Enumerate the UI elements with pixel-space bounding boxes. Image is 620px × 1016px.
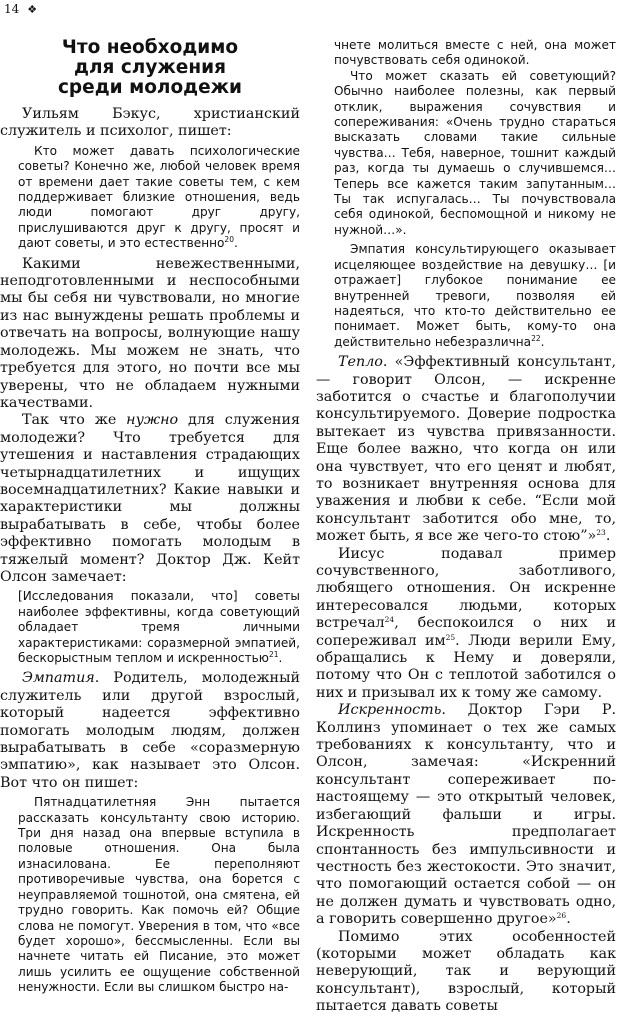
quote-ann-story: [18, 795, 300, 995]
quote-text: Эмпатия консультирующего оказывает исцеляющее воздействие на девушку… [и отражает] глубокое понимание ее внутренней тревоги, позволяя ей надеяться, что кто-то действительно ее понимает. Может быть, кому-то она действительно небезразлична: [334, 242, 616, 349]
paragraph-unprepared: Какими невежественными, неподготовленными и неспособными мы бы себя ни чувствовали, но многие из нас вынуждены решать проблемы и отвечать на вопросы, волнующие нашу молодежь. Мы можем не знать, что требуется для этого, но почти все мы уверены, что не обладаем нужными качествами.: [0, 255, 300, 411]
quote-text: Кто может давать психологические советы? Конечно же, любой человек время от времени дает такие советы тем, с кем поддерживает близкие отношения, ведь люди помогают друг другу, прислушиваются друг к другу, просят и дают советы, и это естественно: [18, 143, 300, 251]
footnote-ref: 26: [556, 911, 567, 921]
title-line: для служения: [74, 57, 226, 78]
quote-backus: Кто может давать психологические советы? Конечно же, любой человек время от времени дает такие советы тем, с кем поддерживает близкие отношения, ведь люди помогают друг другу, прислушиваются друг к другу, просят и дают советы, и это естественно$^{20}$.: [18, 143, 300, 251]
quote-text: Пятнадцатилетняя Энн пытается рассказать консультанту свою историю. Три дня назад она впервые вступила в половые отношения. Она была изнасилована. Ее переполняют противоречивые чувства, она борется с неуправляемой тошнотой, она смятена, ей трудно говорить. Как помочь ей? Общие слова не помогут. Уверения в том, что «все будет хорошо», бессмысленны. Если вы начнете читать ей Писание, это может лишь усилить ее ощущение собственной ненужности. Если вы слишком быстро на-: [18, 795, 300, 995]
footnote-ref: 24: [384, 615, 395, 625]
paragraph-besides: Помимо этих особенностей (которыми может обладать как неверующий, так и верующий консультант), взрослый, который пытается давать советы: [316, 928, 616, 1015]
quote-text: Что может сказать ей советующий? Обычно наиболее полезны, как первый отклик, выражения сочувствия и сопереживания: «Очень трудно стараться высказать словами такие сильные чувства… Тебя, наверное, тошнит каждый раз, когда ты думаешь о случившемся… Теперь все кажется таким запутанным… Ты так испугалась… Ты почувствовала себя одинокой, беспомощной и никому не нужной…».: [334, 68, 616, 237]
quote-olson-research: [Исследования показали, что] советы наиболее эффективны, когда советующий обладает тремя личными характеристиками: соразмерной эмпатией, бескорыстным теплом и искренностью$^{21}$.: [18, 589, 300, 665]
footnote-ref: 25: [445, 632, 456, 642]
section-title: [0, 38, 300, 98]
footnote-ref: 22: [531, 333, 541, 343]
quote-ann-continued: [334, 38, 616, 238]
term-sincerity: Искренность: [338, 702, 442, 719]
title-line: Что необходимо: [61, 37, 239, 58]
footnote-ref: 20: [224, 235, 234, 245]
paragraph-empathy: Эмпатия. Родитель, молодежный служитель или другой взрослый, который надеется эффективно помогать молодым людям, должен вырабатывать в себе «соразмерную эмпатию», как называет это Олсон. Вот что он пишет:: [0, 670, 300, 791]
paragraph-warmth: Тепло. «Эффективный консультант, — говорит Олсон, — искренне заботится о счастье и благополучии консультируемого. Доверие подростка вытекает из чувства привязанности. Еще более важно, что когда он или она чувствует, что его ценят и любят, то возникает внутренняя основа для уважения и любви к себе. “Если мой консультант заботится обо мне, то, может быть, я все же чего-то стою”»$^{23}$.: [316, 354, 616, 545]
page-number: 14: [4, 2, 20, 16]
title-line: среди молодежи: [57, 77, 243, 98]
paragraph-sincerity: Искренность. Доктор Гэри Р. Коллинз упоминает о тех же самых требованиях к консультанту, что и Олсон, замечая: «Искренний консультант сопереживает по-настоящему — это открытый человек, избегающий фальши и игры. Искренность предполагает спонтанность без импульсивности и честность без жестокости. Это значит, что помогающий остается собой — он не должен думать и чувствовать одно, а говорить совершенно другое»$^{26}$.: [316, 702, 616, 928]
paragraph-jesus-example: Иисус подавал пример сочувственного, заботливого, любящего отношения. Он искренне интересовался людьми, которых встречал$^{24}$, беспокоился о них и сопереживал $им^{25}$. Люди верили Ему, обращались к Нему и доверяли, потому что Он с теплотой заботился о них и призывал их к тому же самому.: [316, 545, 616, 701]
ornament-icon: ❖: [27, 3, 38, 16]
paragraph-intro: Уильям Бэкус, христианский служитель и психолог, пишет:: [0, 106, 300, 140]
footnote-ref: 21: [268, 650, 279, 659]
footnote-ref: 23: [596, 528, 606, 538]
right-column: [316, 0, 616, 1016]
left-column: [0, 0, 300, 1000]
quote-empathy-effect: Эмпатия консультирующего оказывает исцеляющее воздействие на девушку… [и отражает] глубокое понимание ее внутренней тревоги, позволяя ей надеяться, что кто-то действительно ее понимает. Может быть, кому-то она действительно небезразлична$^{22}$.: [334, 242, 616, 349]
quote-text: [Исследования показали, что] советы наиболее эффективны, когда советующий обладает тремя личными характеристиками: соразмерной эмпатией, бескорыстным теплом и искренностью: [18, 589, 300, 665]
term-empathy: Эмпатия: [22, 670, 95, 687]
paragraph-what-needed: Так что же нужно для служения молодежи? Что требуется для утешения и наставления страдающих четырнадцатилетних и ищущих восемнадцатилетних? Какие навыки и характеристики мы должны вырабатывать в себе, чтобы более эффективно помогать молодым в тяжелый момент? Доктор Дж. Кейт Олсон замечает:: [0, 412, 300, 585]
term-warmth: Тепло: [338, 354, 383, 371]
quote-text: чнете молиться вместе с ней, она может почувствовать себя одинокой.: [334, 38, 616, 68]
